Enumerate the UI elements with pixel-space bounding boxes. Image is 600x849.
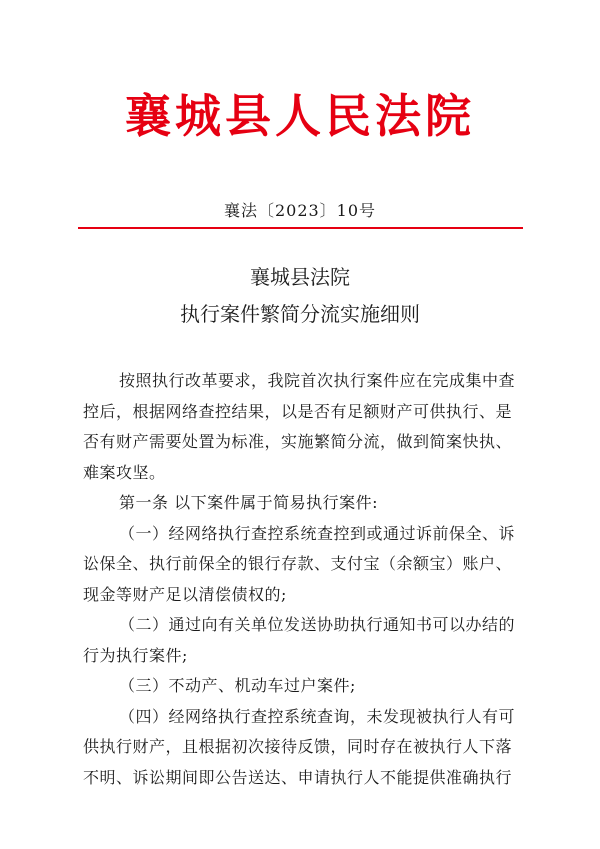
title-line-1: 襄城县法院 bbox=[250, 265, 350, 289]
body-text-line: 现金等财产足以清偿债权的; bbox=[83, 584, 287, 604]
body-text-line: 控后，根据网络查控结果，以是否有足额财产可供执行、是 bbox=[83, 401, 513, 421]
body-text-line: 讼保全、执行前保全的银行存款、支付宝（余额宝）账户、 bbox=[83, 554, 513, 573]
body-text-line: 不明、诉讼期间即公告送达、申请执行人不能提供准确执行 bbox=[83, 767, 513, 787]
document-number: 襄法〔2023〕10号 bbox=[223, 201, 377, 220]
body-text-line: 第一条 以下案件属于简易执行案件: bbox=[119, 493, 378, 512]
body-text-line: 按照执行改革要求，我院首次执行案件应在完成集中查 bbox=[119, 371, 516, 390]
body-text-line: 否有财产需要处置为标准，实施繁简分流，做到简案快执、 bbox=[83, 432, 513, 451]
document-body bbox=[83, 366, 523, 793]
body-text-line: 难案攻坚。 bbox=[83, 462, 166, 482]
body-text-line: （四）经网络执行查控系统查询，未发现被执行人有可 bbox=[119, 706, 516, 726]
body-text-line: （一）经网络执行查控系统查控到或通过诉前保全、诉 bbox=[119, 523, 516, 543]
title-line-2: 执行案件繁简分流实施细则 bbox=[180, 302, 420, 326]
body-text-line: 供执行财产，且根据初次接待反馈，同时存在被执行人下落 bbox=[83, 737, 513, 756]
document-title bbox=[0, 262, 600, 336]
issuing-authority-heading: 襄城县人民法院 bbox=[125, 89, 475, 143]
body-text-line: （二）通过向有关单位发送协助执行通知书可以办结的 bbox=[119, 615, 516, 634]
body-text-line: 行为执行案件; bbox=[83, 645, 188, 665]
red-separator-line bbox=[78, 227, 523, 229]
body-text-line: （三）不动产、机动车过户案件; bbox=[119, 676, 356, 695]
